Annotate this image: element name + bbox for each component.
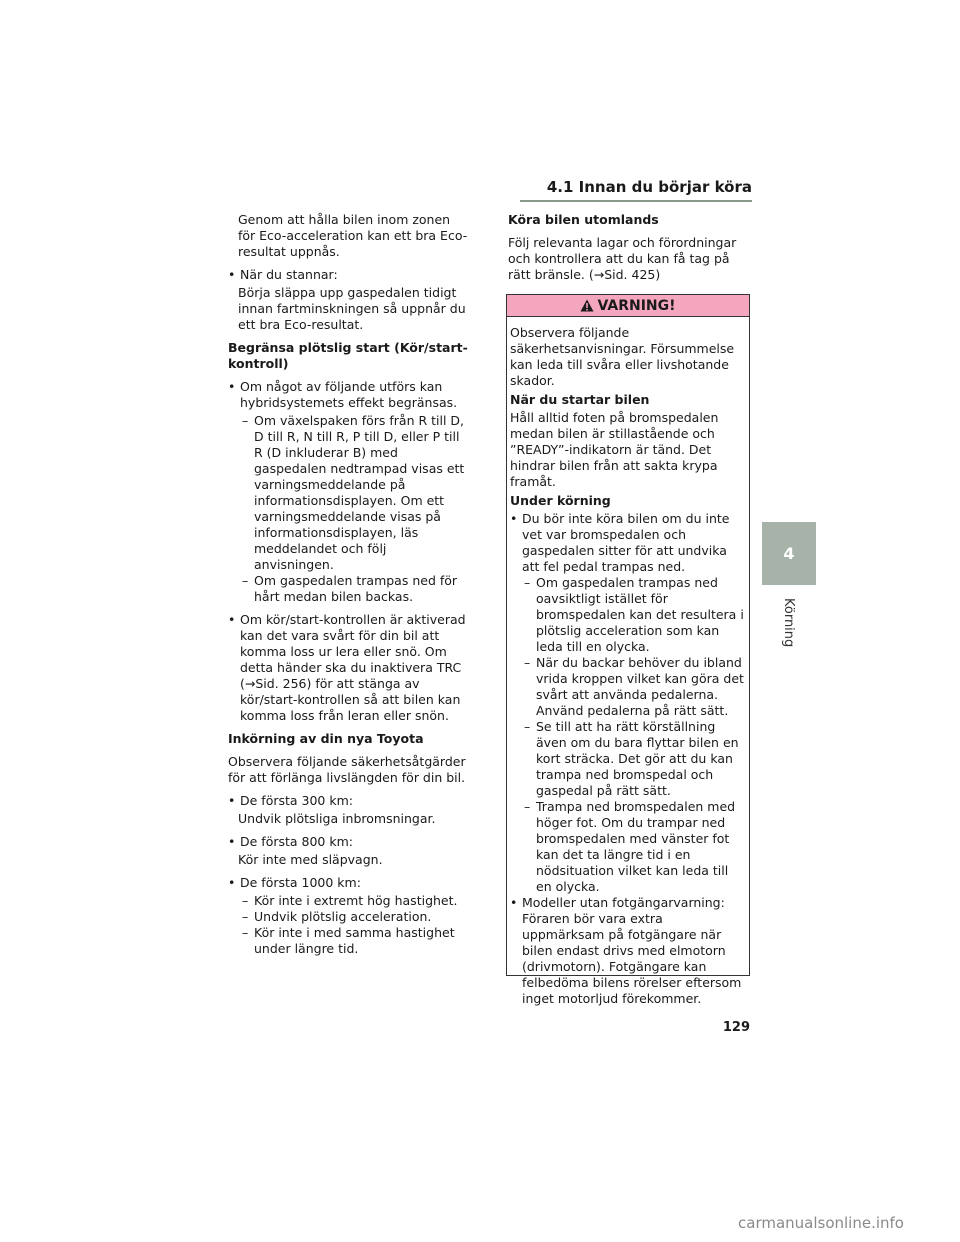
eco-intro: Genom att hålla bilen inom zonen för Eco-acceleration kan ett bra Eco-resultat uppnås. xyxy=(238,212,468,259)
break-in-intro: Observera följande säkerhetsåtgärder för att förlänga livslängden för din bil. xyxy=(228,754,466,785)
km300-text: Undvik plötsliga inbromsningar. xyxy=(238,811,436,826)
warning-intro: Observera följande säkerhetsanvisningar. Försummelse kan leda till svåra eller livshotande skador. xyxy=(510,325,735,388)
stop-bullet: • När du stannar: xyxy=(228,267,468,283)
warning-bullet-1: • Du bör inte köra bilen om du inte vet var bromspedalen och gaspedalen sitter för att undvika att fel pedal trampas ned. xyxy=(510,511,746,575)
right-column xyxy=(508,212,752,290)
section-header: 4.1 Innan du börjar köra xyxy=(520,178,752,202)
heading-abroad: Köra bilen utomlands xyxy=(508,212,659,227)
warning-box xyxy=(506,294,750,1006)
chapter-number: 4 xyxy=(783,544,795,563)
km1000-dash-3: – Kör inte i med samma hastighet under längre tid. xyxy=(228,925,468,957)
warning-dash-3: – Se till att ha rätt körställning även om du bara flyttar bilen en kort sträcka. Det gör att du kan trampa ned bromspedal och gaspedal på rätt sätt. xyxy=(510,719,746,799)
warning-start-text: Håll alltid foten på bromspedalen medan bilen är stillastående och ”READY”-indikatorn är tänd. Det hindrar bilen från att sakta krypa framåt. xyxy=(510,410,719,489)
warning-heading-start: När du startar bilen xyxy=(510,392,650,407)
heading-break-in: Inkörning av din nya Toyota xyxy=(228,731,424,746)
km1000-dash-2: – Undvik plötslig acceleration. xyxy=(228,909,468,925)
stop-text: Börja släppa upp gaspedalen tidigt innan fartminskningen så uppnår du ett bra Eco-resultat. xyxy=(238,285,466,332)
watermark: carmanualsonline.info xyxy=(738,1214,904,1232)
km1000-dash-1: – Kör inte i extremt hög hastighet. xyxy=(228,893,468,909)
warning-header xyxy=(507,295,749,317)
abroad-text: Följ relevanta lagar och förordningar och kontrollera att du kan få tag på rätt bränsle. (→Sid. 425) xyxy=(508,235,737,282)
warning-triangle-icon xyxy=(580,299,594,312)
page-number: 129 xyxy=(722,1020,750,1035)
warning-dash-2: – När du backar behöver du ibland vrida kroppen vilket kan göra det svårt att använda pedalerna. Använd pedalerna på rätt sätt. xyxy=(510,655,746,719)
warning-bullet-2: • Modeller utan fotgängarvarning: Föraren bör vara extra uppmärksam på fotgängare när bilen endast drivs med elmotorn (drivmotorn). Fotgängare kan felbedöma bilens rörelser eftersom inget motorljud förekommer. xyxy=(510,895,746,1007)
start-control-bullet-1: • Om något av följande utförs kan hybridsystemets effekt begränsas. xyxy=(228,379,468,411)
left-column xyxy=(228,212,468,957)
warning-dash-1: – Om gaspedalen trampas ned oavsiktligt istället för bromspedalen kan det resultera i plötslig acceleration som kan leda till en olycka. xyxy=(510,575,746,655)
heading-start-control: Begränsa plötslig start (Kör/start-kontroll) xyxy=(228,340,468,371)
km300-bullet: • De första 300 km: xyxy=(228,793,468,809)
start-control-dash-1: – Om växelspaken förs från R till D, D till R, N till R, P till D, eller P till R (D inkluderar B) med gaspedalen nedtrampad visas ett varningsmeddelande på informationsdisplayen. Om ett varningsmeddelande visas på informationsdisplayen, läs meddelandet och följ anvisningen. xyxy=(228,413,468,573)
warning-body xyxy=(507,317,749,1007)
warning-dash-4: – Trampa ned bromspedalen med höger fot. Om du trampar ned bromspedalen med vänster fot kan det ta längre tid i en nödsituation vilket kan leda till en olycka. xyxy=(510,799,746,895)
chapter-tab[interactable] xyxy=(762,522,816,585)
km800-bullet: • De första 800 km: xyxy=(228,834,468,850)
warning-heading-driving: Under körning xyxy=(510,493,611,508)
chapter-label: Körning xyxy=(781,598,796,648)
km1000-bullet: • De första 1000 km: xyxy=(228,875,468,891)
start-control-dash-2: – Om gaspedalen trampas ned för hårt medan bilen backas. xyxy=(228,573,468,605)
km800-text: Kör inte med släpvagn. xyxy=(238,852,383,867)
start-control-bullet-2: • Om kör/start-kontrollen är aktiverad kan det vara svårt för din bil att komma loss ur lera eller snö. Om detta händer ska du inaktivera TRC (→Sid. 256) för att stänga av kör/start-kontrollen så att bilen kan komma loss från leran eller snön. xyxy=(228,612,468,724)
warning-title: VARNING! xyxy=(597,297,676,314)
